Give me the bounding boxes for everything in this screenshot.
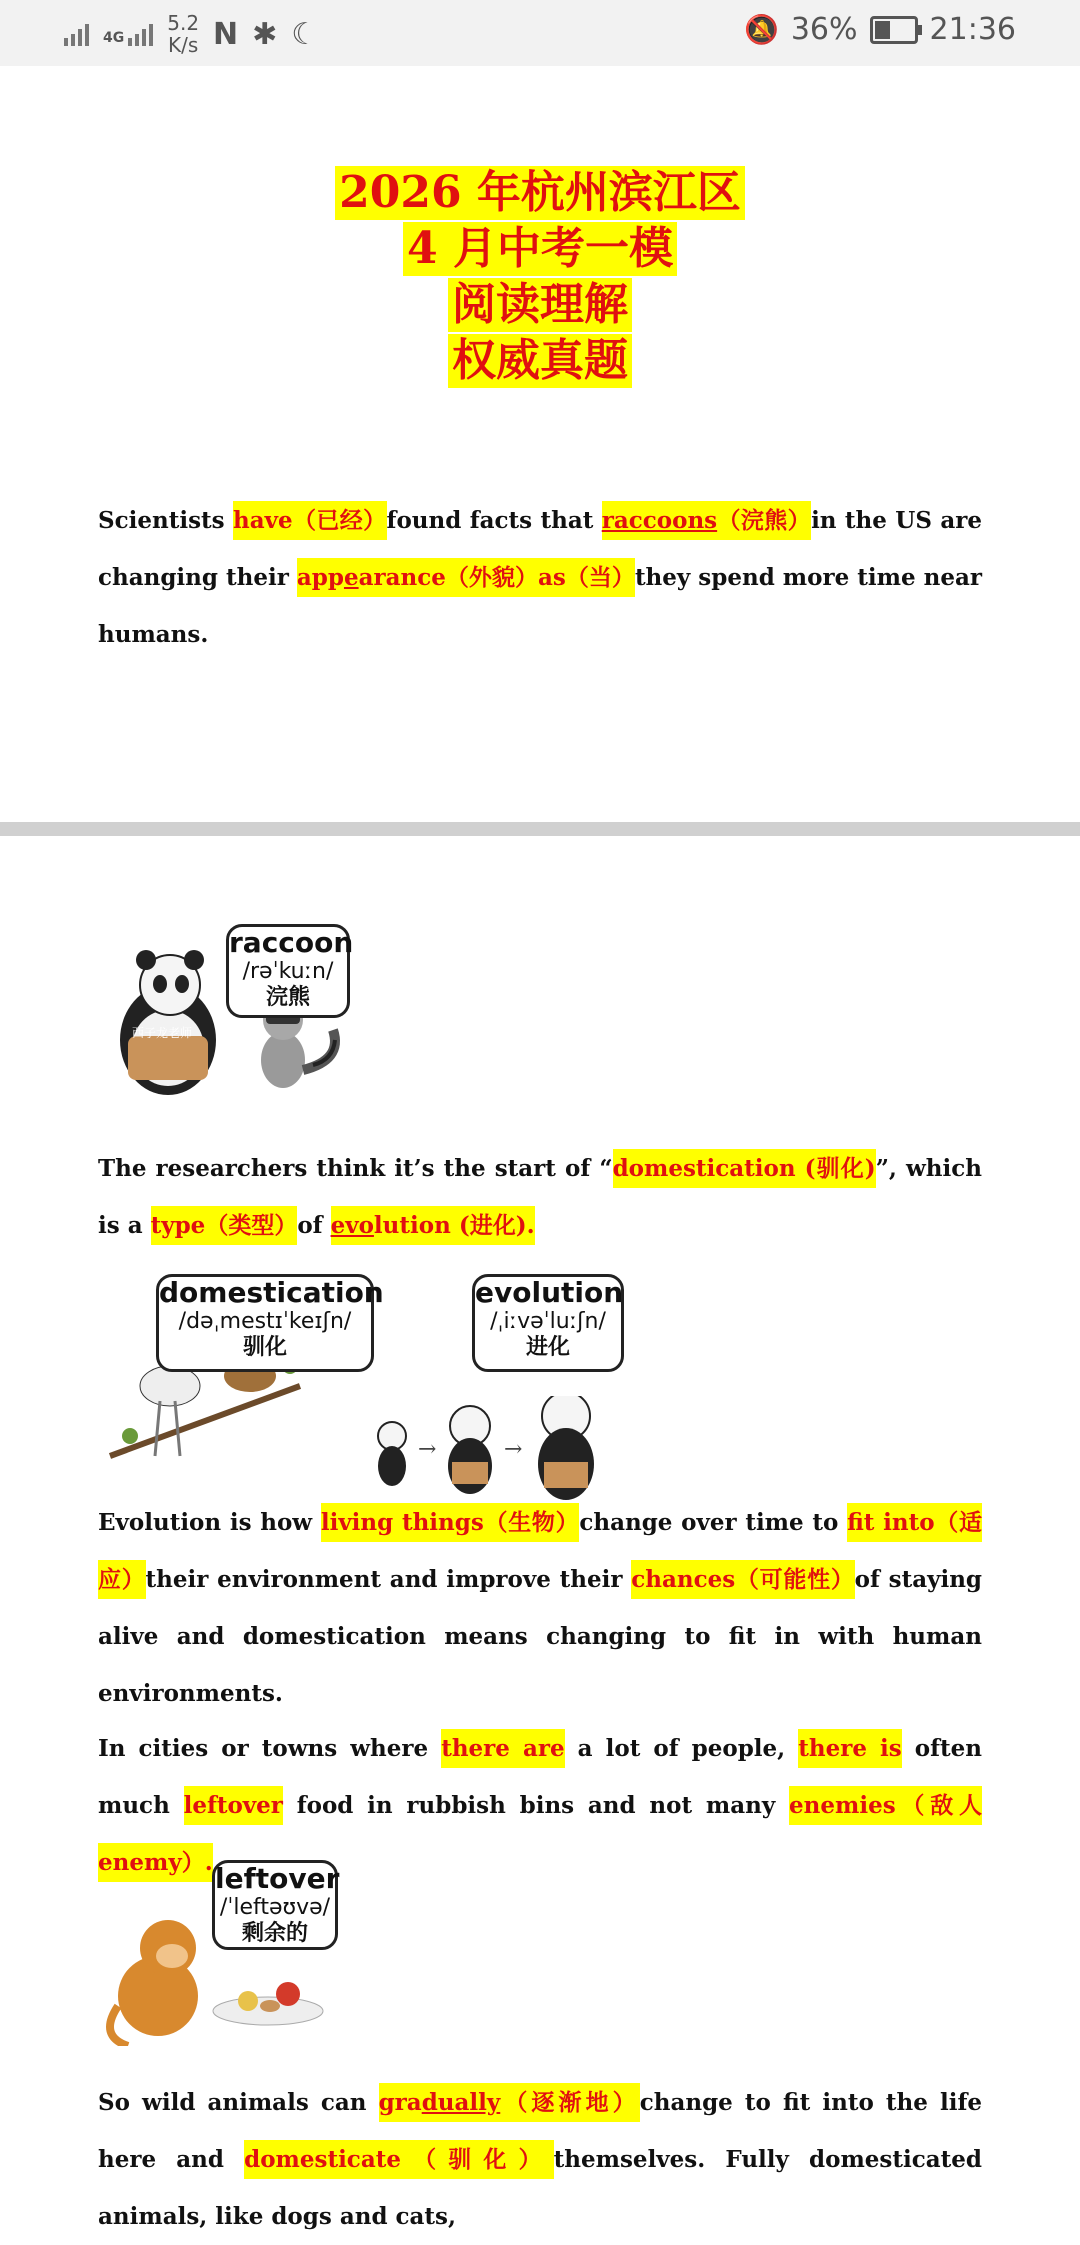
title-line-3: 阅读理解 <box>448 278 632 332</box>
panda-evolution-illustration <box>370 1396 610 1506</box>
svg-text:→: → <box>418 1437 437 1462</box>
paragraph-4: In cities or towns where there are a lot of people, there is often much leftover food in rubbish bins and not many enemies（敌人 enemy）. <box>98 1720 982 1891</box>
moon-icon: ☾ <box>291 16 319 52</box>
highlight-leftover: leftover <box>184 1786 283 1825</box>
vocab-card-domestication: domestication /dəˌmestɪˈkeɪʃn/ 驯化 <box>156 1274 374 1372</box>
paragraph-2: The researchers think it’s the start of “domestication (驯化)”, which is a type（类型）of evolution (进化). <box>98 1140 982 1254</box>
document-page-2 <box>0 836 1080 2230</box>
title-line-2: 4 月中考一模 <box>403 222 677 276</box>
highlight-chances: chances（可能性） <box>631 1560 854 1599</box>
highlight-enemies: enemies（敌人 enemy）. <box>98 1786 982 1882</box>
svg-text:→: → <box>504 1437 523 1462</box>
title-line-4: 权威真题 <box>448 334 632 388</box>
network-type: 4G <box>103 30 125 46</box>
highlight-type: type（类型） <box>151 1206 298 1245</box>
battery-icon <box>870 16 918 44</box>
signal-icon <box>64 22 89 46</box>
highlight-fit-into: fit into（适应） <box>98 1503 982 1599</box>
highlight-have: have（已经） <box>233 501 387 540</box>
nfc-icon: N <box>213 16 239 52</box>
title-line-1: 2026 年杭州滨江区 <box>335 166 745 220</box>
highlight-domestication: domestication (驯化) <box>613 1149 876 1188</box>
highlight-evolution: evolution (进化). <box>331 1206 535 1245</box>
highlight-raccoons: raccoons（浣熊） <box>602 501 811 540</box>
document-page-1 <box>0 66 1080 822</box>
page-separator <box>0 822 1080 836</box>
highlight-appearance: appearance（外貌）as（当） <box>297 558 635 597</box>
battery-percent: 36% <box>790 12 858 47</box>
status-bar <box>0 0 1080 66</box>
highlight-there-is: there is <box>798 1729 901 1768</box>
page-title <box>0 166 1080 390</box>
paragraph-5: So wild animals can gradually（逐渐地）change to fit into the life here and domesticate（驯化）themselves. Fully domesticated animals, like dogs and cats, <box>98 2074 982 2245</box>
watermark: 西子龙老师 <box>132 1026 193 1040</box>
paragraph-1: Scientists have（已经）found facts that raccoons（浣熊）in the US are changing their appearance（外貌）as（当）they spend more time near humans. <box>98 492 982 663</box>
signal-4g-icon <box>128 22 153 46</box>
paragraph-3: Evolution is how living things（生物）change over time to fit into（适应）their environment and improve their chances（可能性）of staying alive and domestication means changing to fit in with human environments. <box>98 1494 982 1722</box>
highlight-living-things: living things（生物） <box>321 1503 580 1542</box>
network-speed: 5.2 K/s <box>167 11 200 57</box>
bluetooth-icon: ✱ <box>252 16 278 52</box>
mute-bell-icon: 🔕 <box>743 13 779 46</box>
highlight-gradually: gradually（逐渐地） <box>379 2083 640 2122</box>
clock: 21:36 <box>929 12 1016 47</box>
vocab-card-evolution: evolution /ˌiːvəˈluːʃn/ 进化 <box>472 1274 624 1372</box>
vocab-card-leftover: leftover /ˈleftəʊvə/ 剩余的 <box>212 1860 338 1950</box>
highlight-there-are: there are <box>441 1729 564 1768</box>
highlight-domesticate: domesticate（驯化） <box>244 2140 554 2179</box>
vocab-card-raccoon: raccoon /rəˈkuːn/ 浣熊 <box>226 924 350 1018</box>
